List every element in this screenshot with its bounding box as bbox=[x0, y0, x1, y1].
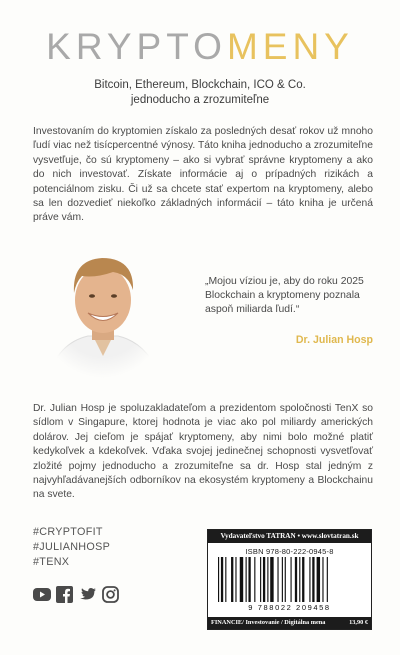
social-icons bbox=[33, 586, 119, 603]
book-title-part1: KRYPTO bbox=[46, 26, 227, 67]
subtitle-line-2: jednoducho a zrozumiteľne bbox=[130, 94, 270, 106]
author-bio: Dr. Julian Hosp je spoluzakladateľom a prezidentom spoločnosti TenX so sídlom v Singapure, ktorej hodnota je viac ako pol miliardy amerických dolárov. Jej cieľom je spájať kryptomeny, aby nimi bolo možné platiť kedykoľvek a kdekoľvek. Vďaka svojej jedinečnej schopnosti vysvetľovať zložité pojmy jednoducho a zrozumiteľne sa dr. Hosp stal jedným z najvyhľadávanejších odborníkov na ekosystém kryptomeny a Blockchainu na svete. bbox=[33, 403, 373, 501]
barcode-bar bbox=[322, 557, 323, 602]
category-label: FINANCIE/ Investovanie / Digitálna mena bbox=[211, 619, 326, 626]
barcode-bar bbox=[248, 557, 250, 602]
barcode-bar bbox=[327, 557, 328, 602]
subtitle-line-1: Bitcoin, Ethereum, Blockchain, ICO & Co. bbox=[94, 79, 306, 91]
barcode-bar bbox=[240, 557, 243, 602]
barcode-bar bbox=[263, 557, 265, 602]
barcode-bar bbox=[246, 557, 247, 602]
barcode-bar bbox=[295, 557, 297, 602]
barcode-bar bbox=[270, 557, 273, 602]
barcode-bar bbox=[302, 557, 304, 602]
barcode-bar bbox=[221, 557, 223, 602]
barcode-bar bbox=[235, 557, 236, 602]
twitter-icon bbox=[79, 586, 96, 603]
barcode-bar bbox=[317, 557, 320, 602]
book-subtitle bbox=[0, 78, 400, 108]
barcode-bar bbox=[254, 557, 255, 602]
barcode-bar bbox=[285, 557, 286, 602]
quote-author: Dr. Julian Hosp bbox=[295, 334, 373, 346]
barcode-bar bbox=[218, 557, 219, 602]
publisher-label: Vydavateľstvo TATRAN • www.slovtatran.sk bbox=[208, 530, 371, 543]
hashtag: #JULIANHOSP bbox=[33, 541, 111, 553]
author-quote: „Mojou víziou je, aby do roku 2025 Blockchain a kryptomeny poznala aspoň miliarda ľudí.“ bbox=[205, 276, 364, 315]
barcode-bar bbox=[312, 557, 314, 602]
barcode-bars bbox=[216, 557, 362, 602]
barcode-bar bbox=[267, 557, 268, 602]
facebook-icon bbox=[56, 586, 73, 603]
barcode-bar bbox=[260, 557, 261, 602]
barcode-bar bbox=[299, 557, 300, 602]
barcode-bar bbox=[277, 557, 278, 602]
hashtag: #CRYPTOFIT bbox=[33, 526, 103, 538]
price-label: 13,90 € bbox=[349, 619, 368, 626]
isbn-label: ISBN 978-80-222-0945-8 bbox=[245, 547, 334, 556]
hashtag-list bbox=[33, 525, 110, 570]
barcode-bar bbox=[291, 557, 292, 602]
category-bar bbox=[208, 617, 371, 629]
barcode-bar bbox=[309, 557, 310, 602]
barcode-box bbox=[207, 529, 372, 630]
barcode-bar bbox=[282, 557, 283, 602]
youtube-icon bbox=[33, 586, 50, 603]
intro-paragraph: Investovaním do kryptomien získalo za posledných desať rokov už mnoho ľudí viac než tisícpercentné výnosy. Táto kniha jednoducho a zrozumiteľne vysvetľuje, čo sú kryptomeny – ako si vybrať správne kryptomeny a ako do nich investovať. Získate informácie aj o prípadných rizikách a potenciálnom zisku. Či už sa chcete stať expertom na kryptomeny, alebo sa len dozvedieť niekoľko základných informácií – táto kniha je určená práve vám. bbox=[33, 126, 373, 224]
hashtag: #TENX bbox=[33, 556, 70, 568]
barcode-bar bbox=[225, 557, 226, 602]
instagram-icon bbox=[102, 586, 119, 603]
barcode-bar bbox=[231, 557, 233, 602]
book-title-part2: MENY bbox=[226, 26, 354, 67]
author-portrait bbox=[38, 238, 168, 378]
book-title bbox=[0, 26, 400, 68]
barcode-number: 9 788022 209458 bbox=[248, 603, 331, 612]
